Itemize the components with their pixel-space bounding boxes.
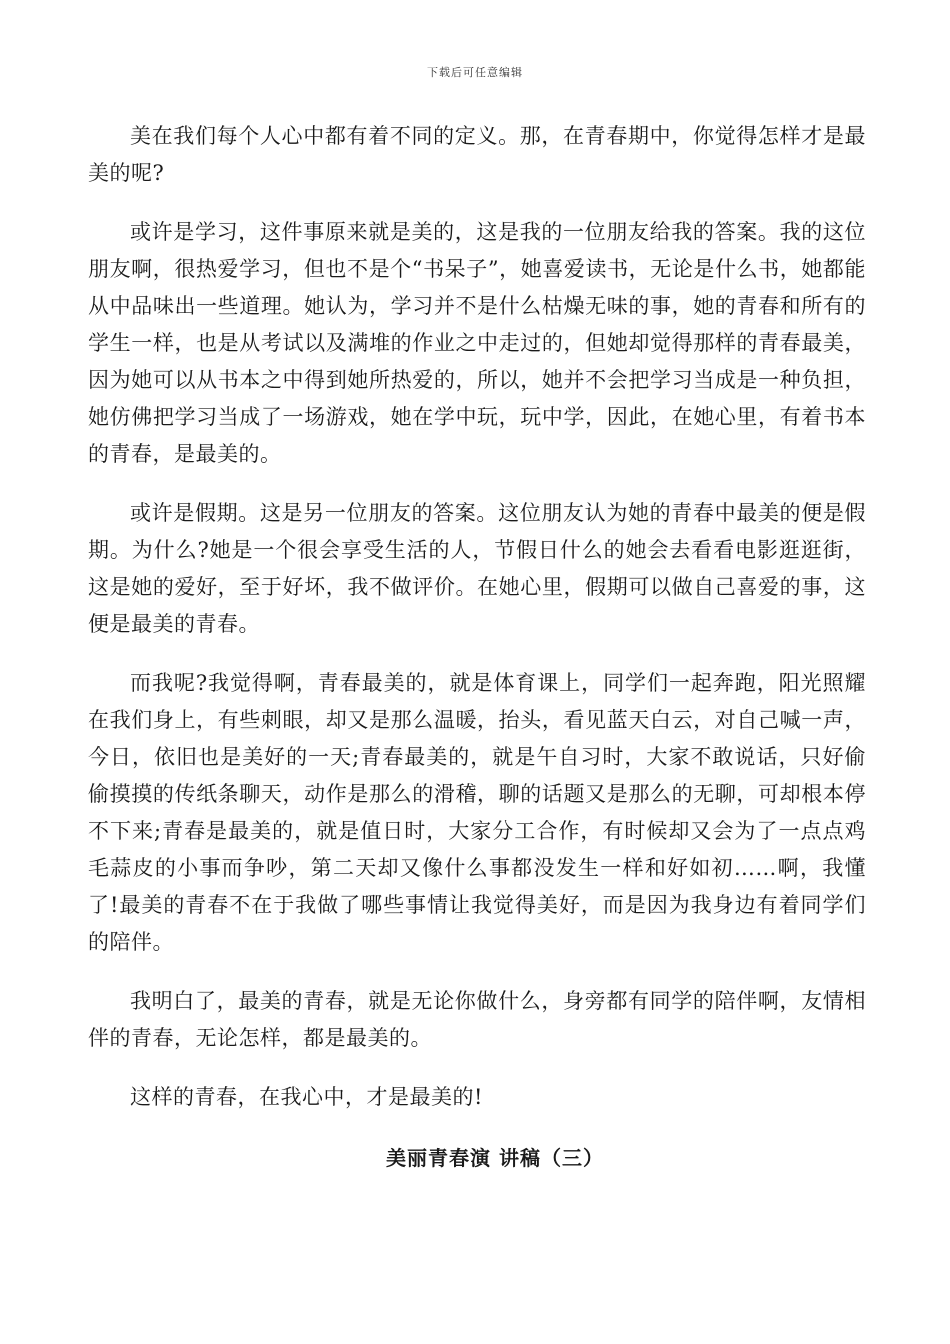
paragraph: 这样的青春，在我心中，才是最美的! (130, 1085, 483, 1109)
section-title: 美丽青春演 讲稿（三） (386, 1146, 604, 1170)
header-note: 下载后可任意编辑 (427, 66, 523, 79)
document-body (88, 118, 866, 1138)
paragraph: 或许是假期。这是另一位朋友的答案。这位朋友认为她的青春中最美的便是假期。为什么?她是一个很会享受生活的人，节假日什么的她会去看看电影逛逛街，这是她的爱好，至于好坏，我不做评价。在她心里，假期可以做自己喜爱的事，这便是最美的青春。 (88, 501, 866, 636)
paragraph: 美在我们每个人心中都有着不同的定义。那，在青春期中，你觉得怎样才是最美的呢? (88, 124, 866, 185)
paragraph: 我明白了，最美的青春，就是无论你做什么，身旁都有同学的陪伴啊，友情相伴的青春，无论怎样，都是最美的。 (88, 989, 866, 1050)
paragraph: 或许是学习，这件事原来就是美的，这是我的一位朋友给我的答案。我的这位朋友啊，很热爱学习，但也不是个“书呆子”，她喜爱读书，无论是什么书，她都能从中品味出一些道理。她认为，学习并不是什么枯燥无味的事，她的青春和所有的学生一样，也是从考试以及满堆的作业之中走过的，但她却觉得那样的青春最美，因为她可以从书本之中得到她所热爱的，所以，她并不会把学习当成是一种负担，她仿佛把学习当成了一场游戏，她在学中玩，玩中学，因此，在她心里，有着书本的青春，是最美的。 (88, 220, 866, 466)
paragraph: 而我呢?我觉得啊，青春最美的，就是体育课上，同学们一起奔跑，阳光照耀在我们身上，有些刺眼，却又是那么温暖，抬头，看见蓝天白云，对自己喊一声，今日，依旧也是美好的一天;青春最美的，就是午自习时，大家不敢说话，只好偷偷摸摸的传纸条聊天，动作是那么的滑稽，聊的话题又是那么的无聊，可却根本停不下来;青春是最美的，就是值日时，大家分工合作，有时候却又会为了一点点鸡毛蒜皮的小事而争吵，第二天却又像什么事都没发生一样和好如初……啊，我懂了!最美的青春不在于我做了哪些事情让我觉得美好，而是因为我身边有着同学们的陪伴。 (88, 671, 866, 954)
